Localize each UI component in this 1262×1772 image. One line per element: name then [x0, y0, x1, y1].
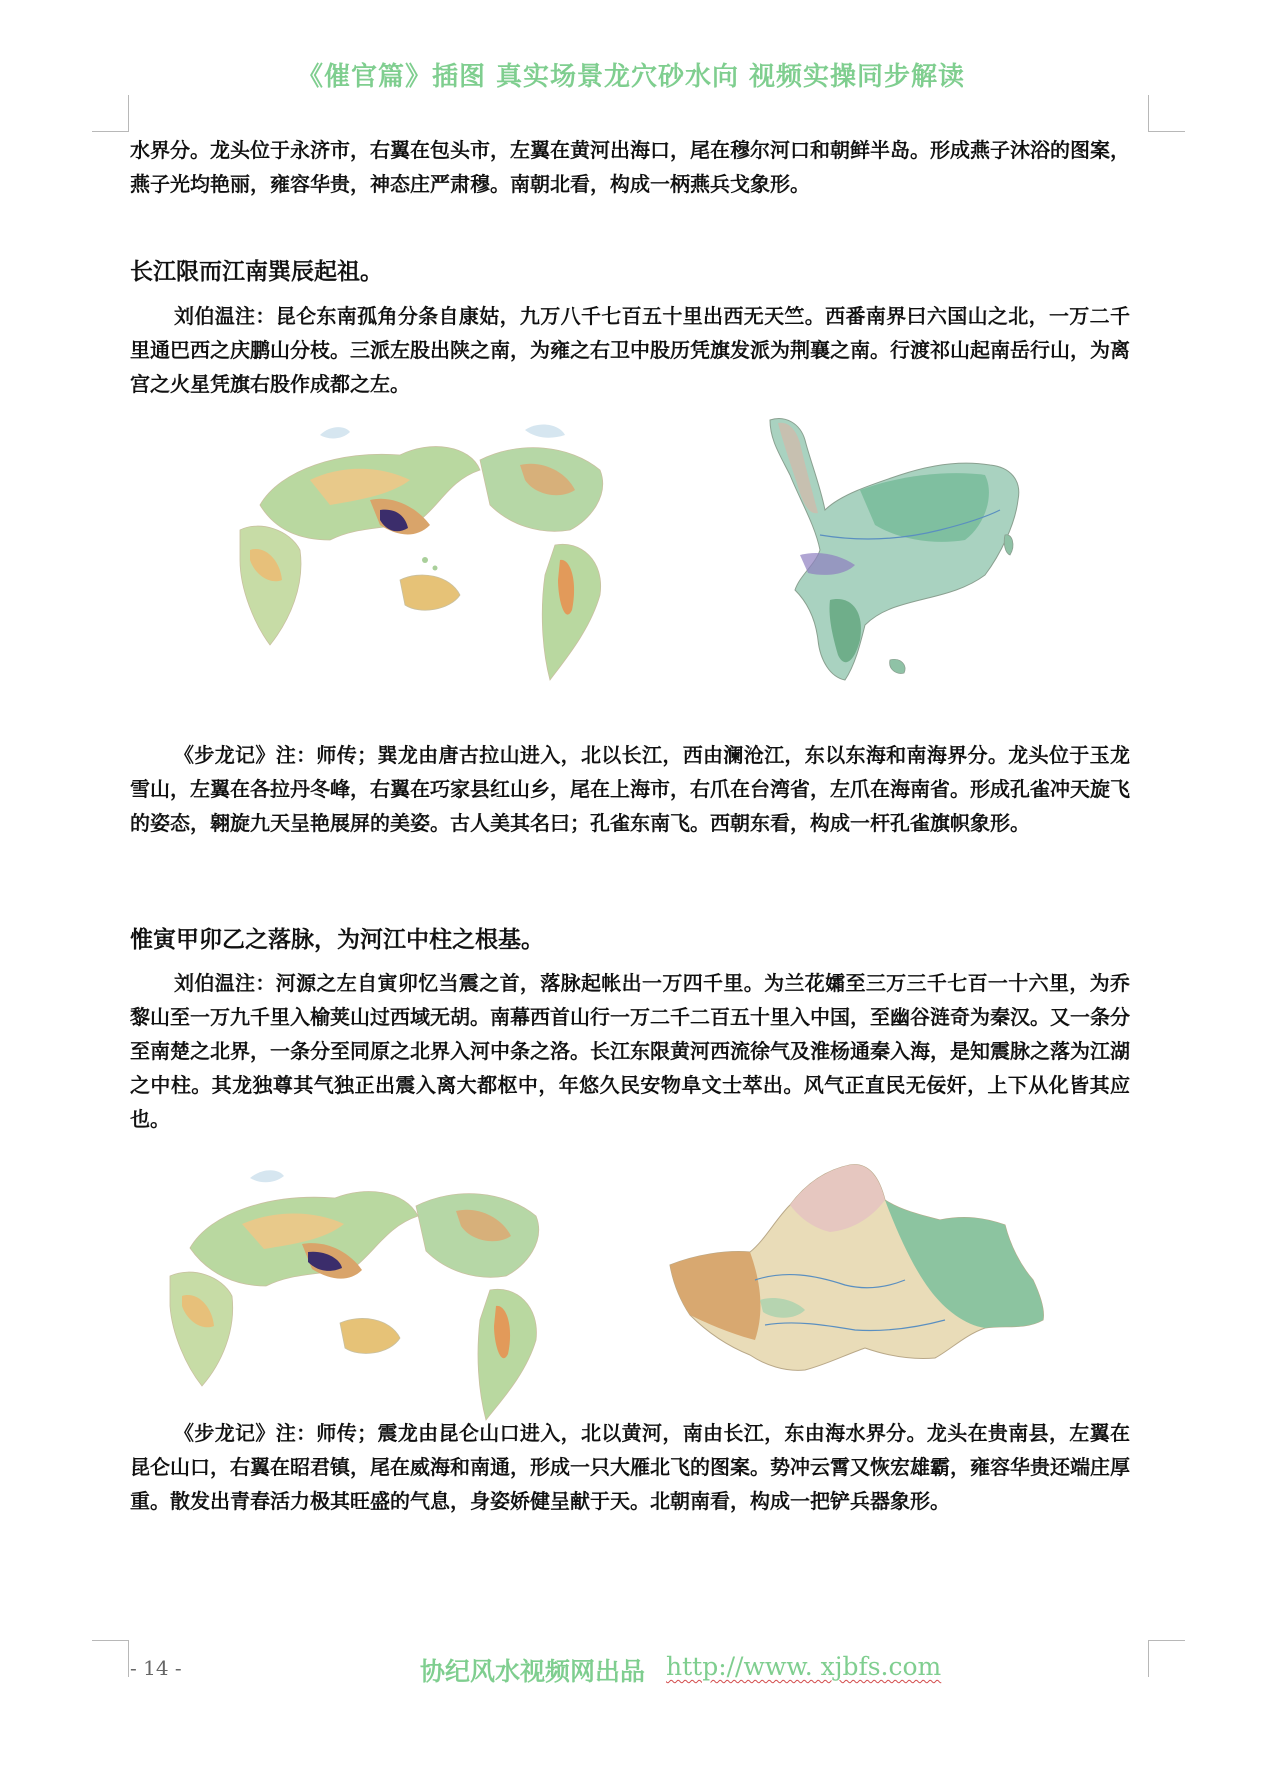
- regional-map-2-graphic: [665, 1160, 1050, 1375]
- footer-credit: 协纪风水视频网出品: [420, 1657, 646, 1686]
- paragraph-bulongji-2: 《步龙记》注：师传；震龙由昆仑山口进入，北以黄河，南由长江，东由海水界分。龙头在贵南县，左翼在昆仑山口，右翼在昭君镇，尾在威海和南通，形成一只大雁北飞的图案。势冲云霄又恢宏雄霸，雍容华贵还端庄厚重。散发出青春活力极其旺盛的气息，身姿娇健呈献于天。北朝南看，构成一把铲兵器象形。: [130, 1421, 1130, 1513]
- corner-mark-bottom-left: [92, 1640, 129, 1677]
- corner-mark-top-right: [1148, 95, 1185, 132]
- page-number: - 14 -: [130, 1656, 182, 1680]
- paragraph-bulongji-1: 《步龙记》注：师传；巽龙由唐古拉山进入，北以长江，西由澜沧江，东以东海和南海界分。龙头位于玉龙雪山，左翼在各拉丹冬峰，右翼在巧家县红山乡，尾在上海市，右爪在台湾省，左爪在海南省。形成孔雀冲天旋飞的姿态，翱旋九天呈艳展屏的美姿。古人美其名曰；孔雀东南飞。西朝东看，构成一杆孔雀旗帜象形。: [130, 743, 1130, 835]
- footer-url-link[interactable]: http://www. xjbfs.com: [666, 1652, 942, 1681]
- corner-mark-top-left: [92, 95, 129, 132]
- regional-map-central-china-figure: [665, 1160, 1050, 1375]
- corner-mark-bottom-right: [1148, 1640, 1185, 1677]
- world-map-2-graphic: [150, 1158, 600, 1428]
- regional-map-south-china-figure: [760, 415, 1060, 685]
- paragraph-continued: 水界分。龙头位于永济市，右翼在包头市，左翼在黄河出海口，尾在穆尔河口和朝鲜半岛。形成燕子沐浴的图案，燕子光均艳丽，雍容华贵，神态庄严肃穆。南朝北看，构成一柄燕兵戈象形。: [130, 138, 1130, 196]
- paragraph-liu-bowen-1: 刘伯温注：昆仑东南孤角分条自康姑，九万八千七百五十里出西无天竺。西番南界曰六国山之北，一万二千里通巴西之庆鹏山分枝。三派左股出陕之南，为雍之右卫中股历凭旗发派为荆襄之南。行渡祁山起南岳行山，为离宫之火星凭旗右股作成都之左。: [130, 304, 1130, 396]
- world-map-figure-2: [150, 1158, 600, 1428]
- regional-map-1-graphic: [760, 415, 1060, 685]
- world-map-1-graphic: [220, 410, 660, 690]
- world-map-figure-1: [220, 410, 660, 690]
- paragraph-liu-bowen-2: 刘伯温注：河源之左自寅卯忆当震之首，落脉起帐出一万四千里。为兰花孀至三万三千七百一十六里，为乔黎山至一万九千里入榆荚山过西域无胡。南幕西首山行一万二千二百五十里入中国，至幽谷涟奇为秦汉。又一条分至南楚之北界，一条分至同原之北界入河中条之洛。长江东限黄河西流徐气及淮杨通秦入海，是知震脉之落为江湖之中柱。其龙独尊其气独正出震入离大都枢中，年悠久民安物阜文士萃出。风气正直民无佞奸，上下从化皆其应也。: [130, 971, 1130, 1131]
- section-heading-2: 惟寅甲卯乙之落脉，为河江中柱之根基。: [130, 926, 544, 953]
- section-heading-1: 长江限而江南巽辰起祖。: [130, 258, 383, 285]
- header-title: 《催官篇》插图 真实场景龙穴砂水向 视频实操同步解读: [296, 62, 966, 92]
